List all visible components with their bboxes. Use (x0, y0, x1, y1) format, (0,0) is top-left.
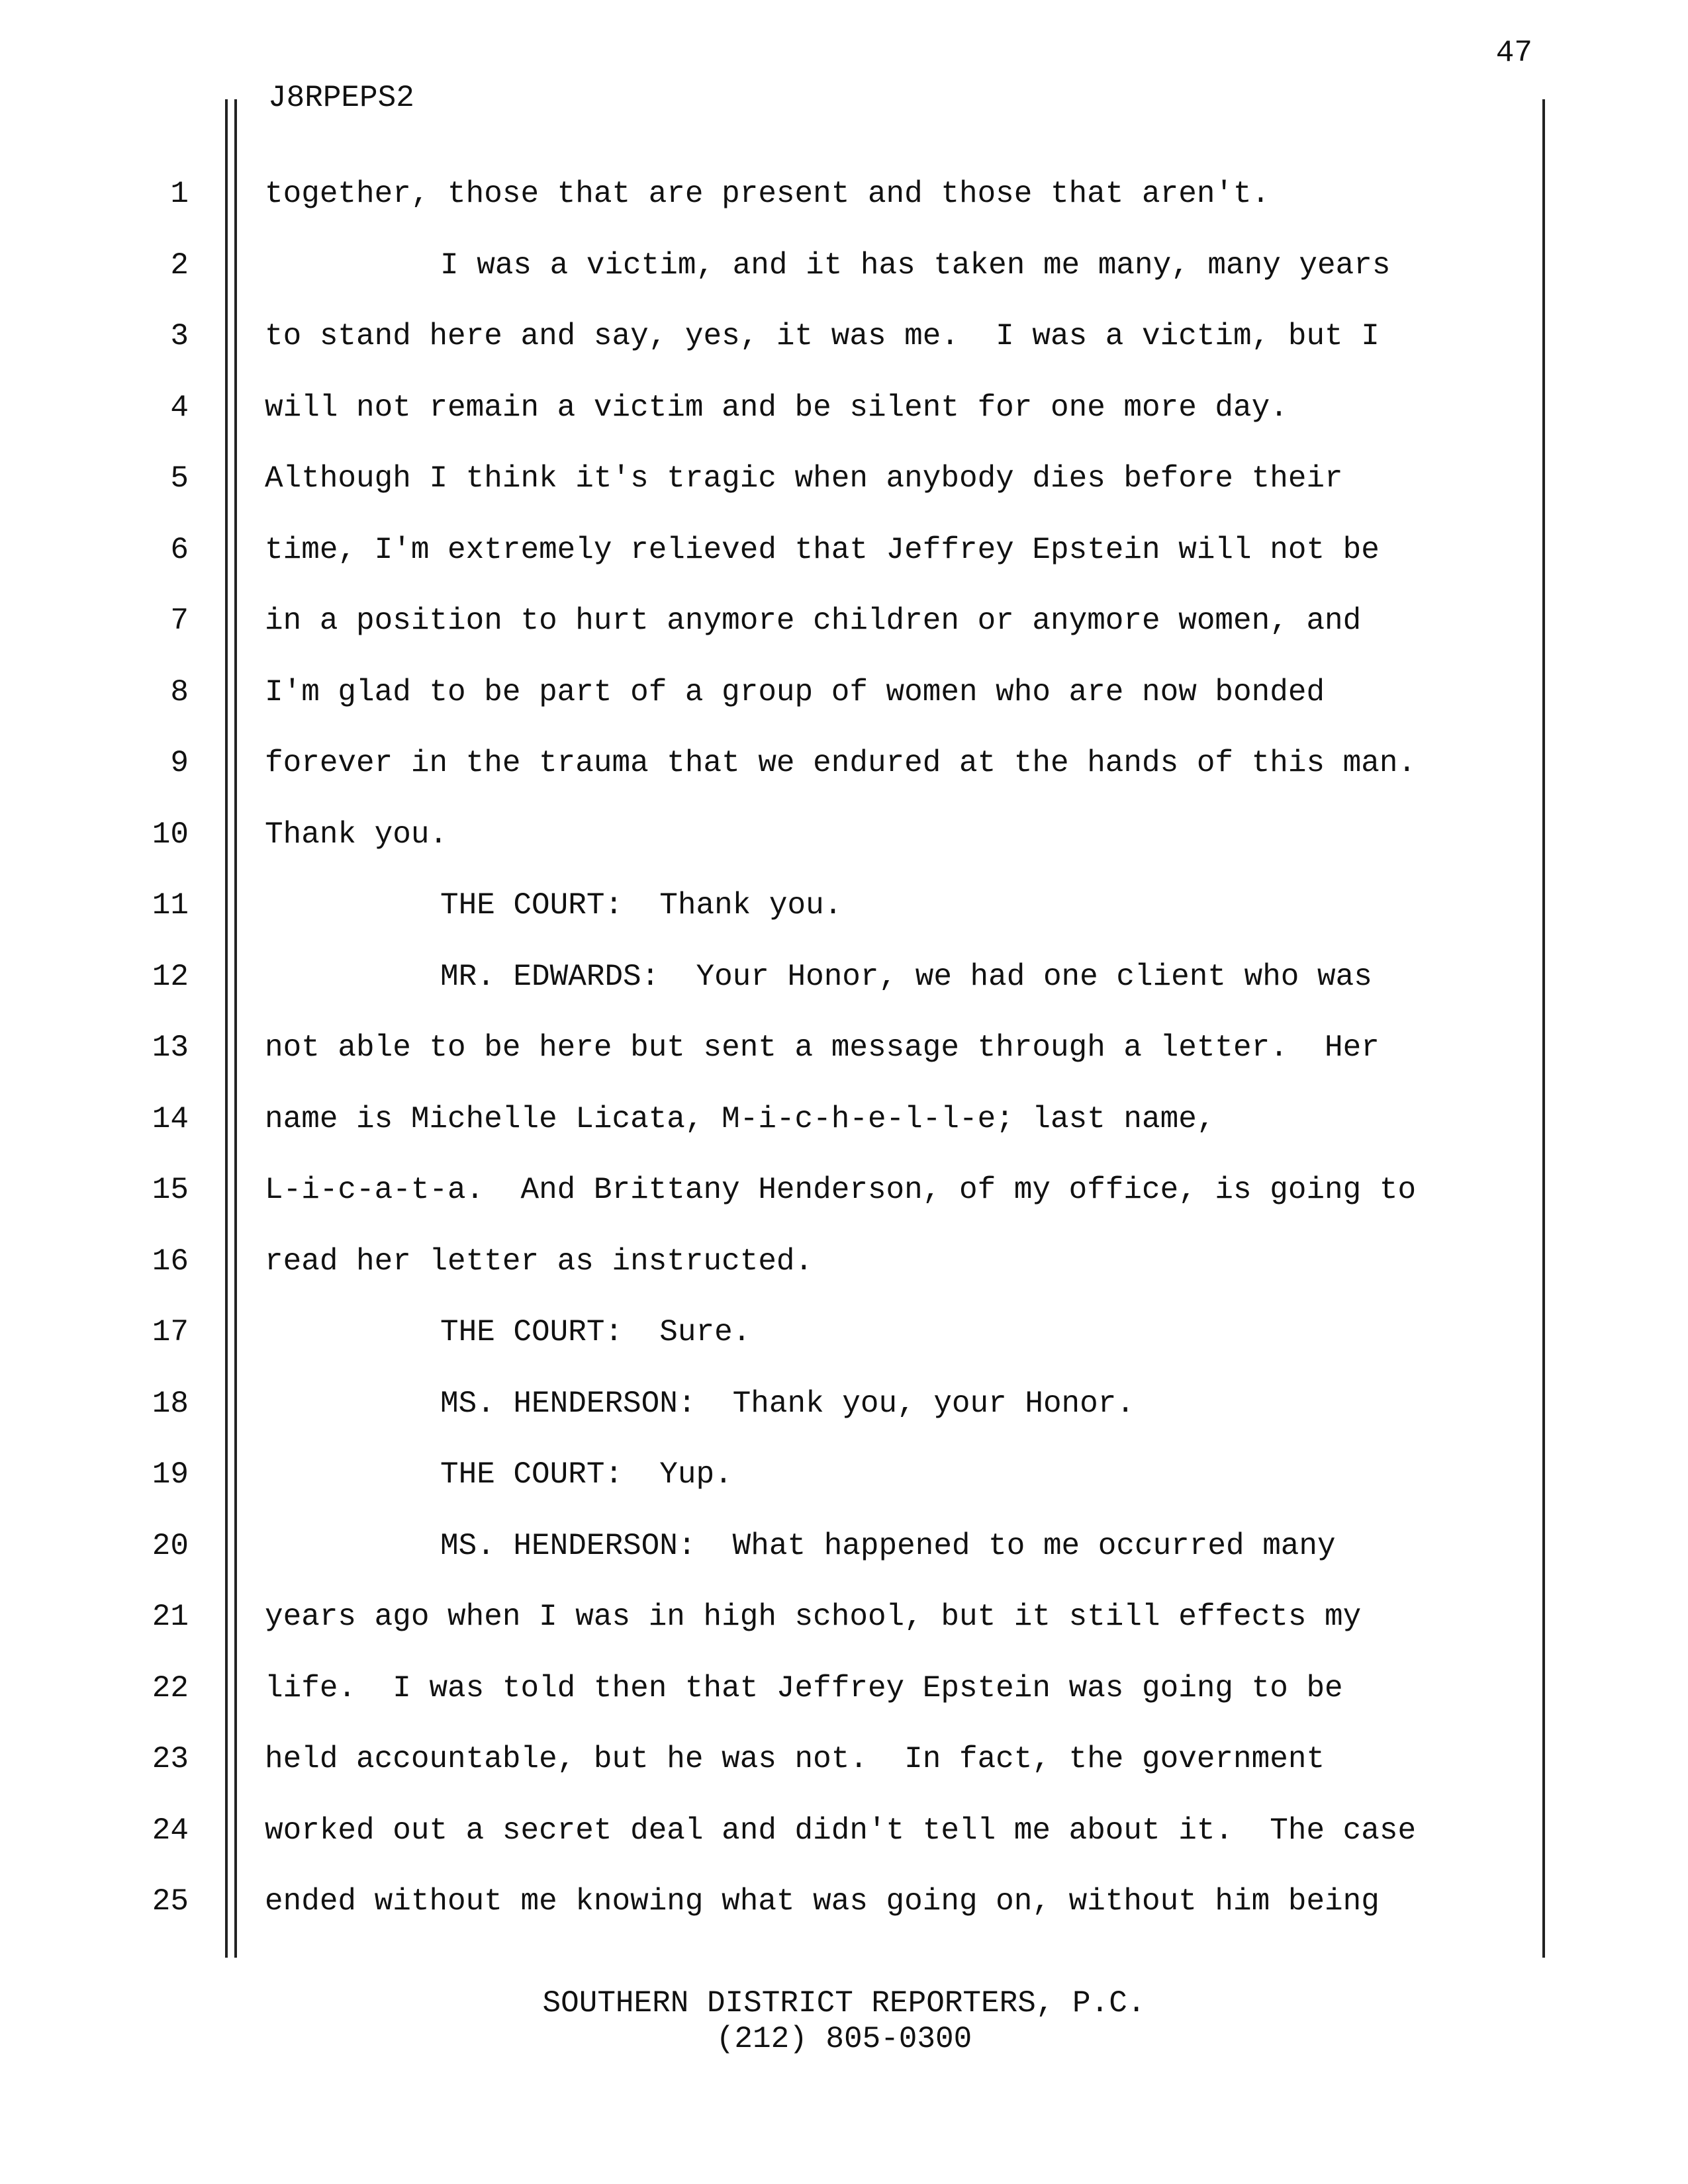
transcript-line (0, 1523, 1688, 1569)
transcript-line (0, 171, 1688, 217)
transcript-line (0, 1309, 1688, 1355)
line-number: 22 (152, 1670, 189, 1706)
line-text: time, I'm extremely relieved that Jeffrey Epstein will not be (265, 532, 1380, 567)
line-text: I was a victim, and it has taken me many, many years (440, 248, 1391, 283)
line-number: 25 (152, 1884, 189, 1919)
line-number: 24 (152, 1813, 189, 1848)
transcript-line (0, 455, 1688, 502)
transcript-line (0, 954, 1688, 1000)
transcript-line (0, 242, 1688, 289)
line-text: MR. EDWARDS: Your Honor, we had one client who was (440, 959, 1372, 994)
line-text: MS. HENDERSON: Thank you, your Honor. (440, 1386, 1135, 1421)
transcript-line (0, 1024, 1688, 1071)
line-number: 7 (170, 604, 189, 638)
line-number: 2 (170, 248, 189, 283)
line-text: together, those that are present and those that aren't. (265, 177, 1270, 211)
transcript-line (0, 598, 1688, 644)
line-number: 4 (170, 390, 189, 425)
line-text: MS. HENDERSON: What happened to me occurred many (440, 1528, 1336, 1563)
line-number: 16 (152, 1244, 189, 1279)
line-number: 1 (170, 177, 189, 211)
line-text: forever in the trauma that we endured at the hands of this man. (265, 746, 1417, 780)
transcript-line (0, 740, 1688, 786)
transcript-line (0, 1807, 1688, 1854)
line-text: life. I was told then that Jeffrey Epstein was going to be (265, 1670, 1343, 1706)
transcript-line (0, 527, 1688, 573)
line-number: 19 (152, 1457, 189, 1492)
reporter-name: SOUTHERN DISTRICT REPORTERS, P.C. (542, 1986, 1146, 2021)
line-text: L-i-c-a-t-a. And Brittany Henderson, of my office, is going to (265, 1173, 1417, 1207)
line-text: Although I think it's tragic when anybody dies before their (265, 461, 1343, 496)
transcript-line (0, 811, 1688, 858)
line-text: not able to be here but sent a message through a letter. Her (265, 1030, 1380, 1065)
line-text: worked out a secret deal and didn't tell me about it. The case (265, 1813, 1417, 1848)
line-number: 8 (170, 674, 189, 709)
transcript-line (0, 1736, 1688, 1782)
transcript-line (0, 1381, 1688, 1427)
line-text: THE COURT: Sure. (440, 1315, 751, 1349)
line-number: 17 (152, 1315, 189, 1349)
line-text: read her letter as instructed. (265, 1244, 814, 1279)
transcript-line (0, 669, 1688, 715)
line-number: 3 (170, 319, 189, 353)
transcript-line (0, 1594, 1688, 1640)
line-text: THE COURT: Thank you. (440, 888, 843, 923)
transcript-line (0, 313, 1688, 359)
line-number: 18 (152, 1386, 189, 1421)
line-number: 13 (152, 1030, 189, 1065)
transcript-line (0, 1451, 1688, 1498)
transcript-line (0, 882, 1688, 929)
case-code: J8RPEPS2 (268, 81, 414, 115)
transcript-line (0, 1096, 1688, 1142)
footer (0, 1985, 1688, 2057)
line-number: 11 (152, 888, 189, 923)
reporter-phone: (212) 805-0300 (716, 2022, 972, 2056)
line-number: 21 (152, 1600, 189, 1634)
line-number: 10 (152, 817, 189, 852)
line-text: will not remain a victim and be silent for one more day. (265, 390, 1288, 425)
page-number: 47 (1495, 36, 1532, 70)
line-text: held accountable, but he was not. In fact, the government (265, 1742, 1325, 1776)
line-number: 9 (170, 746, 189, 780)
line-number: 15 (152, 1173, 189, 1207)
line-number: 20 (152, 1528, 189, 1563)
line-text: I'm glad to be part of a group of women who are now bonded (265, 674, 1325, 709)
line-text: years ago when I was in high school, but it still effects my (265, 1600, 1362, 1634)
line-number: 5 (170, 461, 189, 496)
line-text: name is Michelle Licata, M-i-c-h-e-l-l-e; last name, (265, 1101, 1215, 1136)
line-text: ended without me knowing what was going on, without him being (265, 1884, 1380, 1919)
transcript-line (0, 1167, 1688, 1213)
line-text: Thank you. (265, 817, 448, 852)
line-text: in a position to hurt anymore children or anymore women, and (265, 604, 1362, 638)
line-number: 23 (152, 1742, 189, 1776)
line-number: 6 (170, 532, 189, 567)
line-number: 14 (152, 1101, 189, 1136)
transcript-line (0, 385, 1688, 431)
transcript-line (0, 1878, 1688, 1925)
transcript-line (0, 1665, 1688, 1711)
line-text: THE COURT: Yup. (440, 1457, 733, 1492)
transcript-line (0, 1238, 1688, 1285)
line-text: to stand here and say, yes, it was me. I was a victim, but I (265, 319, 1380, 353)
line-number: 12 (152, 959, 189, 994)
